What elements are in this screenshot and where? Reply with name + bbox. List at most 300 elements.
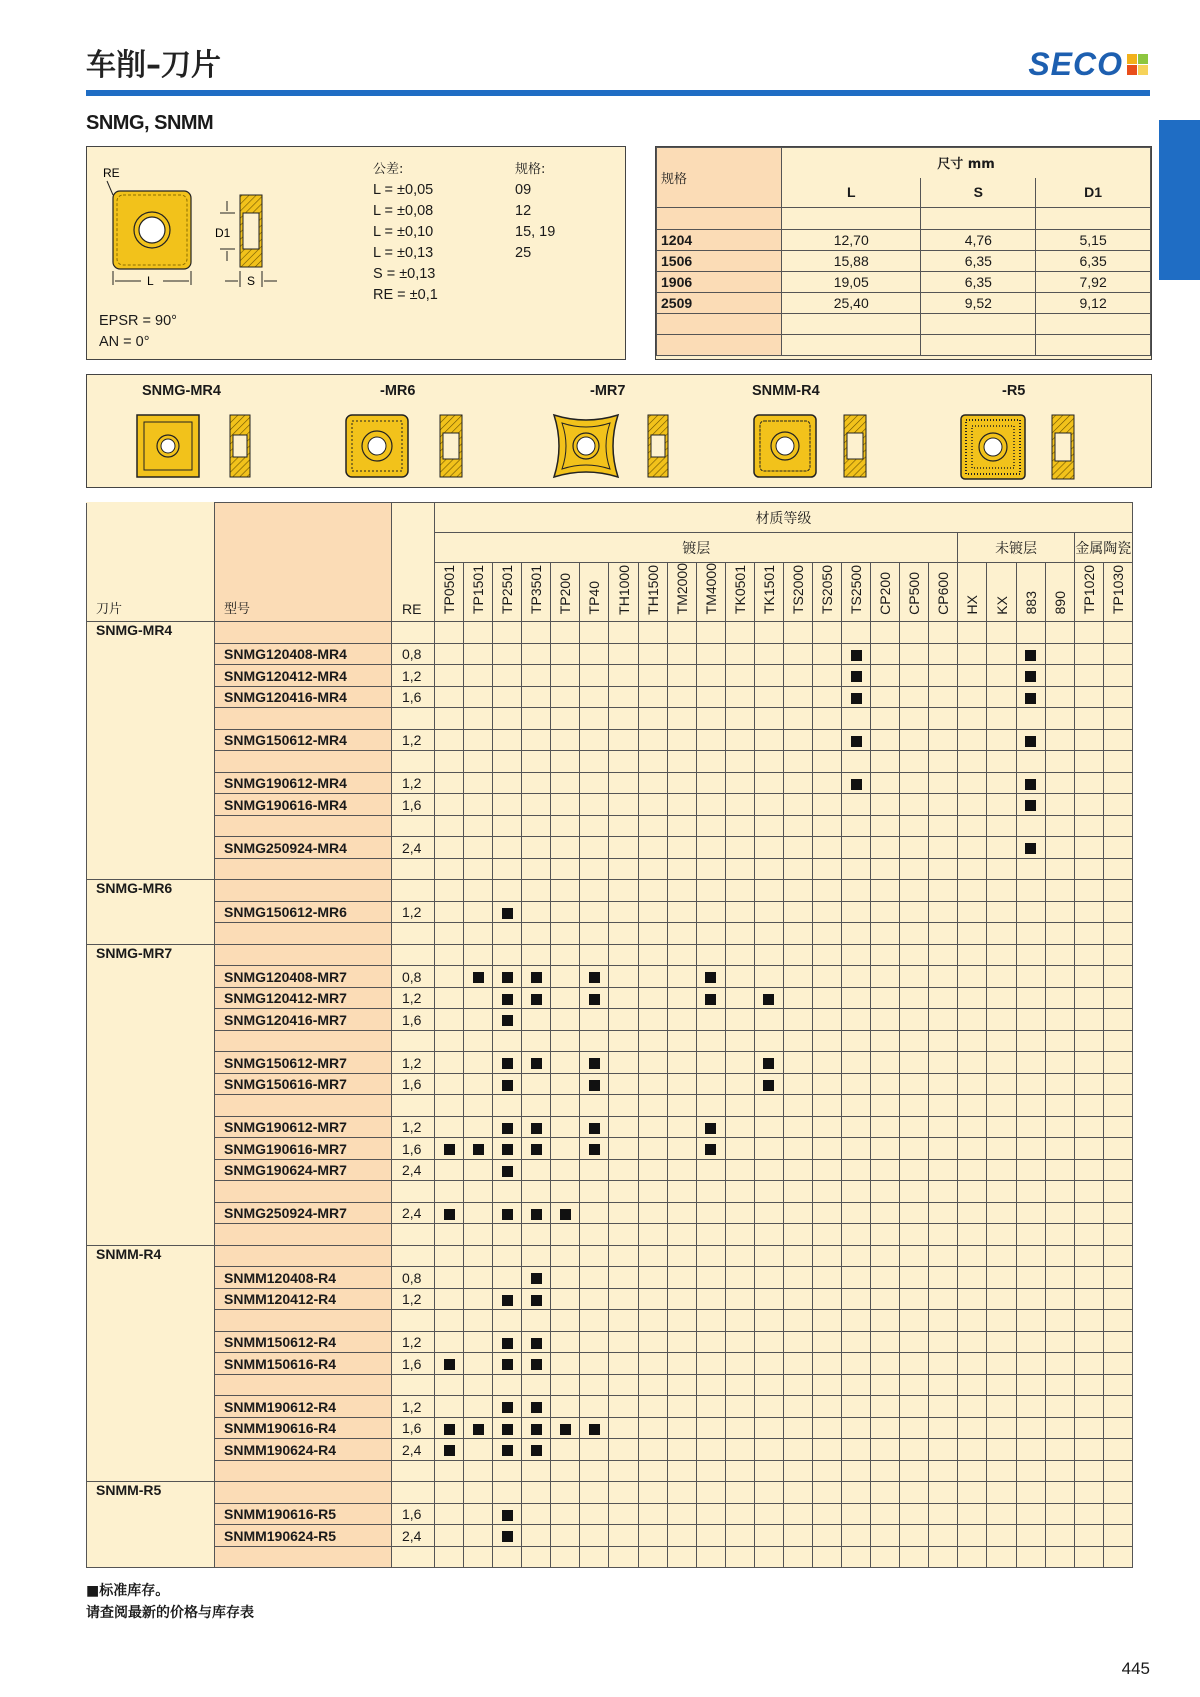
table-row: [87, 622, 1133, 644]
model-cell: [215, 1095, 392, 1117]
grade-cell: [493, 1396, 522, 1418]
grade-cell: [551, 1030, 580, 1052]
grade-cell: [551, 794, 580, 816]
grade-cell: [696, 1374, 725, 1396]
grade-cell: [1074, 1503, 1103, 1525]
grade-cell: [609, 1482, 638, 1504]
model-cell: [215, 622, 392, 644]
grade-cell: [813, 1546, 842, 1568]
grade-cell: [725, 880, 754, 902]
grade-cell: [900, 1482, 929, 1504]
grade-cell: [754, 1331, 783, 1353]
re-cell: [392, 1546, 435, 1568]
grade-cell: [958, 923, 987, 945]
grade-column-header: TM2000: [667, 563, 696, 622]
grade-cell: [900, 1224, 929, 1246]
grade-cell: [696, 1052, 725, 1074]
grade-cell: [696, 1353, 725, 1375]
grade-cell: [754, 1224, 783, 1246]
grade-cell: [435, 1417, 464, 1439]
grade-cell: [842, 686, 871, 708]
grade-cell: [1045, 987, 1074, 1009]
grade-cell: [929, 944, 958, 966]
grade-cell: [1016, 1331, 1045, 1353]
grade-cell: [638, 1116, 667, 1138]
table-row: [87, 1073, 1133, 1095]
grade-cell: [696, 1267, 725, 1289]
grade-cell: [609, 837, 638, 859]
grade-cell: [551, 1503, 580, 1525]
grade-cell: [958, 1116, 987, 1138]
col-l-header: L: [782, 178, 921, 208]
insert-mr7: [542, 375, 742, 485]
grade-column-header: TP0501: [435, 563, 464, 622]
grade-cell: [493, 987, 522, 1009]
re-cell: [392, 1181, 435, 1203]
grade-cell: [929, 815, 958, 837]
grade-cell: [609, 1546, 638, 1568]
grade-cell: [725, 966, 754, 988]
insert-snmg-mr4: [122, 375, 322, 485]
grade-cell: [813, 1009, 842, 1031]
grade-cell: [696, 1546, 725, 1568]
grade-cell: [667, 880, 696, 902]
grade-cell: [551, 815, 580, 837]
grade-cell: [522, 1331, 551, 1353]
grade-cell: [1074, 622, 1103, 644]
grade-cell: [435, 901, 464, 923]
brand-blocks-icon: [1127, 54, 1148, 75]
insert-drawing-icon: [332, 375, 532, 485]
grade-cell: [871, 708, 900, 730]
model-cell: SNMG150612-MR7: [215, 1052, 392, 1074]
grade-cell: [638, 1310, 667, 1332]
re-cell: 1,6: [392, 1503, 435, 1525]
grade-cell: [1045, 751, 1074, 773]
model-cell: [215, 1310, 392, 1332]
grade-cell: [1045, 858, 1074, 880]
grade-cell: [929, 751, 958, 773]
grade-cell: [522, 643, 551, 665]
grade-cell: [958, 1546, 987, 1568]
grade-cell: [522, 729, 551, 751]
model-cell: SNMG120416-MR7: [215, 1009, 392, 1031]
grade-cell: [1074, 643, 1103, 665]
grade-cell: [435, 1331, 464, 1353]
grade-cell: [754, 880, 783, 902]
grade-cell: [435, 1138, 464, 1160]
grade-cell: [842, 1503, 871, 1525]
grade-cell: [638, 1181, 667, 1203]
grade-cell: [725, 1181, 754, 1203]
grade-cell: [958, 1417, 987, 1439]
grade-cell: [1103, 751, 1132, 773]
grade-cell: [551, 1224, 580, 1246]
grade-cell: [667, 1202, 696, 1224]
grade-cell: [435, 1503, 464, 1525]
grade-cell: [580, 1202, 609, 1224]
grade-cell: [725, 837, 754, 859]
grade-cell: [842, 1009, 871, 1031]
stock-mark-icon: [531, 1445, 542, 1456]
grade-cell: [900, 1267, 929, 1289]
grade-cell: [1074, 1525, 1103, 1547]
grade-cell: [464, 858, 493, 880]
grade-cell: [464, 1482, 493, 1504]
grade-cell: [987, 1525, 1016, 1547]
grade-cell: [667, 1245, 696, 1267]
grade-cell: [725, 923, 754, 945]
table-row: [87, 772, 1133, 794]
grade-cell: [551, 686, 580, 708]
grade-cell: [464, 1052, 493, 1074]
grade-cell: [958, 794, 987, 816]
grade-cell: [696, 837, 725, 859]
grade-cell: [551, 1095, 580, 1117]
grade-cell: [1103, 1374, 1132, 1396]
grade-cell: [493, 1460, 522, 1482]
grade-cell: [551, 622, 580, 644]
col-insert-header: 刀片: [87, 503, 215, 622]
grade-cell: [725, 751, 754, 773]
tolerance-list: [373, 159, 438, 306]
stock-mark-icon: [1025, 843, 1036, 854]
grade-cell: [929, 1159, 958, 1181]
grade-cell: [842, 1073, 871, 1095]
grade-cell: [1045, 1267, 1074, 1289]
grade-cell: [871, 1288, 900, 1310]
grade-cell: [667, 1525, 696, 1547]
grade-cell: [493, 1482, 522, 1504]
grade-cell: [900, 751, 929, 773]
stock-mark-icon: [1025, 671, 1036, 682]
grade-cell: [609, 772, 638, 794]
grade-cell: [464, 923, 493, 945]
grade-cell: [783, 1095, 812, 1117]
grade-cell: [900, 1374, 929, 1396]
grade-cell: [464, 772, 493, 794]
model-cell: SNMG190616-MR7: [215, 1138, 392, 1160]
grade-cell: [522, 923, 551, 945]
grade-cell: [435, 1482, 464, 1504]
grade-cell: [1016, 1353, 1045, 1375]
grade-cell: [667, 901, 696, 923]
grade-cell: [667, 1116, 696, 1138]
model-cell: SNMG190612-MR7: [215, 1116, 392, 1138]
re-cell: [392, 1482, 435, 1504]
grade-cell: [464, 686, 493, 708]
grade-cell: [842, 944, 871, 966]
grade-cell: [435, 622, 464, 644]
grade-cell: [1074, 1009, 1103, 1031]
grade-cell: [783, 1224, 812, 1246]
table-row: [87, 815, 1133, 837]
grade-cell: [987, 1374, 1016, 1396]
grade-cell: [580, 858, 609, 880]
grade-cell: [667, 772, 696, 794]
grade-cell: [987, 1159, 1016, 1181]
grade-cell: [900, 987, 929, 1009]
insert-group-name: SNMG-MR7: [87, 944, 215, 1245]
grade-cell: [493, 1374, 522, 1396]
grade-cell: [522, 686, 551, 708]
grade-cell: [1045, 729, 1074, 751]
grade-cell: [958, 1159, 987, 1181]
grade-cell: [1074, 1374, 1103, 1396]
grade-cell: [493, 1116, 522, 1138]
grade-cell: [464, 1288, 493, 1310]
grade-cell: [522, 987, 551, 1009]
grade-cell: [900, 686, 929, 708]
grade-cell: [609, 1116, 638, 1138]
grade-column-header: TS2000: [783, 563, 812, 622]
grade-cell: [783, 1331, 812, 1353]
stock-mark-icon: [502, 1531, 513, 1542]
grade-cell: [725, 1482, 754, 1504]
grade-cell: [987, 1202, 1016, 1224]
re-cell: [392, 1460, 435, 1482]
grade-cell: [725, 1202, 754, 1224]
grade-cell: [1103, 729, 1132, 751]
grade-cell: [783, 1353, 812, 1375]
grade-cell: [464, 794, 493, 816]
grade-cell: [958, 901, 987, 923]
grade-cell: [464, 1396, 493, 1418]
model-cell: [215, 1546, 392, 1568]
grade-cell: [754, 794, 783, 816]
grade-cell: [638, 1525, 667, 1547]
grade-cell: [638, 1374, 667, 1396]
re-cell: 1,2: [392, 772, 435, 794]
grade-cell: [667, 686, 696, 708]
grade-cell: [1074, 1159, 1103, 1181]
grade-cell: [725, 1073, 754, 1095]
table-row: [87, 966, 1133, 988]
stock-mark-icon: [531, 1295, 542, 1306]
grade-cell: [754, 1310, 783, 1332]
grade-cell: [783, 794, 812, 816]
grade-cell: [725, 1353, 754, 1375]
grade-cell: [493, 1310, 522, 1332]
stock-mark-icon: [531, 1338, 542, 1349]
grade-cell: [667, 1353, 696, 1375]
re-cell: [392, 751, 435, 773]
grade-cell: [522, 1052, 551, 1074]
grade-cell: [900, 729, 929, 751]
grade-cell: [1103, 1116, 1132, 1138]
stock-mark-icon: [502, 1510, 513, 1521]
grade-cell: [900, 815, 929, 837]
grade-cell: [522, 1374, 551, 1396]
grade-cell: [609, 1503, 638, 1525]
grade-cell: [667, 1052, 696, 1074]
grade-cell: [1103, 1460, 1132, 1482]
grade-cell: [551, 1202, 580, 1224]
grade-cell: [638, 772, 667, 794]
grade-cell: [1016, 880, 1045, 902]
insert-drawing-icon: [542, 375, 742, 485]
grade-cell: [754, 772, 783, 794]
grade-cell: [754, 987, 783, 1009]
grade-cell: [551, 665, 580, 687]
grade-cell: [667, 1460, 696, 1482]
col-model-header: 型号: [215, 503, 392, 622]
size-l: 25,40: [782, 293, 921, 314]
size-d1: 6,35: [1036, 251, 1151, 272]
grade-cell: [987, 1396, 1016, 1418]
re-cell: 0,8: [392, 966, 435, 988]
stock-mark-icon: [589, 994, 600, 1005]
grade-cell: [667, 1310, 696, 1332]
grade-cell: [638, 1503, 667, 1525]
insert-name: -MR6: [380, 383, 416, 399]
stock-mark-icon: [705, 972, 716, 983]
grade-cell: [609, 1267, 638, 1289]
stock-mark-icon: [502, 1015, 513, 1026]
grade-cell: [609, 1202, 638, 1224]
grade-cell: [1016, 901, 1045, 923]
grade-cell: [900, 1396, 929, 1418]
grade-cell: [551, 1374, 580, 1396]
grade-cell: [958, 1396, 987, 1418]
model-cell: SNMG150616-MR7: [215, 1073, 392, 1095]
stock-mark-icon: [502, 1209, 513, 1220]
grade-cell: [609, 751, 638, 773]
grade-cell: [1074, 1181, 1103, 1203]
grade-cell: [696, 858, 725, 880]
re-cell: [392, 815, 435, 837]
grade-cell: [638, 837, 667, 859]
grade-cell: [435, 729, 464, 751]
stock-mark-icon: [502, 1144, 513, 1155]
insert-dimension-drawing: [95, 165, 295, 305]
grade-cell: [987, 1331, 1016, 1353]
grade-cell: [754, 1095, 783, 1117]
model-cell: SNMM190624-R4: [215, 1439, 392, 1461]
grade-cell: [551, 1525, 580, 1547]
grade-cell: [464, 1224, 493, 1246]
grade-cell: [987, 1116, 1016, 1138]
grade-cell: [522, 772, 551, 794]
tolerance-item: L = ±0,10: [373, 224, 434, 240]
grade-cell: [929, 1546, 958, 1568]
grade-cell: [609, 1310, 638, 1332]
grade-cell: [493, 1353, 522, 1375]
grade-cell: [929, 1009, 958, 1031]
grade-cell: [580, 1439, 609, 1461]
grade-cell: [435, 1181, 464, 1203]
grade-cell: [1016, 665, 1045, 687]
grade-cell: [609, 1009, 638, 1031]
grade-cell: [783, 944, 812, 966]
grade-cell: [813, 815, 842, 837]
grade-cell: [754, 1073, 783, 1095]
grade-cell: [464, 622, 493, 644]
grade-cell: [464, 1202, 493, 1224]
model-cell: SNMG150612-MR6: [215, 901, 392, 923]
grade-cell: [667, 944, 696, 966]
grade-cell: [871, 944, 900, 966]
grade-cell: [464, 1159, 493, 1181]
grade-cell: [958, 1245, 987, 1267]
grade-cell: [609, 708, 638, 730]
grade-cell: [1103, 1159, 1132, 1181]
grade-cell: [813, 923, 842, 945]
grade-cell: [1074, 665, 1103, 687]
grade-cell: [958, 966, 987, 988]
grade-cell: [783, 1267, 812, 1289]
grade-cell: [1016, 622, 1045, 644]
re-cell: [392, 708, 435, 730]
table-row: [87, 1331, 1133, 1353]
grade-cell: [725, 1525, 754, 1547]
grade-cell: [493, 751, 522, 773]
grade-cell: [958, 1267, 987, 1289]
grade-cell: [754, 751, 783, 773]
re-cell: 1,6: [392, 1073, 435, 1095]
grade-cell: [522, 751, 551, 773]
grade-cell: [813, 643, 842, 665]
grade-cell: [725, 1138, 754, 1160]
grade-cell: [551, 1181, 580, 1203]
table-row: [87, 729, 1133, 751]
grade-cell: [813, 1331, 842, 1353]
grade-cell: [842, 1460, 871, 1482]
grade-cell: [464, 1095, 493, 1117]
grade-cell: [493, 622, 522, 644]
grade-cell: [987, 1288, 1016, 1310]
grade-cell: [929, 1460, 958, 1482]
grade-cell: [754, 966, 783, 988]
grade-cell: [551, 901, 580, 923]
grade-cell: [696, 987, 725, 1009]
grade-cell: [783, 901, 812, 923]
grade-cell: [783, 1052, 812, 1074]
grade-cell: [1045, 1095, 1074, 1117]
grade-cell: [754, 1159, 783, 1181]
grade-cell: [1074, 772, 1103, 794]
grade-cell: [522, 1417, 551, 1439]
grade-cell: [842, 1374, 871, 1396]
grade-cell: [609, 1159, 638, 1181]
table-row: [87, 1546, 1133, 1568]
stock-mark-icon: [531, 1144, 542, 1155]
grade-cell: [696, 1159, 725, 1181]
grade-cell: [1045, 772, 1074, 794]
grade-cell: [638, 1159, 667, 1181]
grade-cell: [1016, 1374, 1045, 1396]
grade-cell: [929, 1439, 958, 1461]
grade-cell: [609, 686, 638, 708]
grade-cell: [667, 643, 696, 665]
insert-group-name: SNMM-R4: [87, 1245, 215, 1482]
table-row: [87, 858, 1133, 880]
grade-cell: [667, 1181, 696, 1203]
grade-column-header: CP600: [929, 563, 958, 622]
grade-cell: [464, 1009, 493, 1031]
grade-cell: [1045, 665, 1074, 687]
table-row: [87, 1310, 1133, 1332]
grade-cell: [813, 1138, 842, 1160]
stock-mark-icon: [589, 1080, 600, 1091]
grade-cell: [1045, 1181, 1074, 1203]
grade-cell: [609, 1288, 638, 1310]
grade-cell: [871, 1267, 900, 1289]
grade-cell: [987, 837, 1016, 859]
grade-cell: [638, 1224, 667, 1246]
grade-cell: [1045, 1460, 1074, 1482]
grade-cell: [754, 622, 783, 644]
